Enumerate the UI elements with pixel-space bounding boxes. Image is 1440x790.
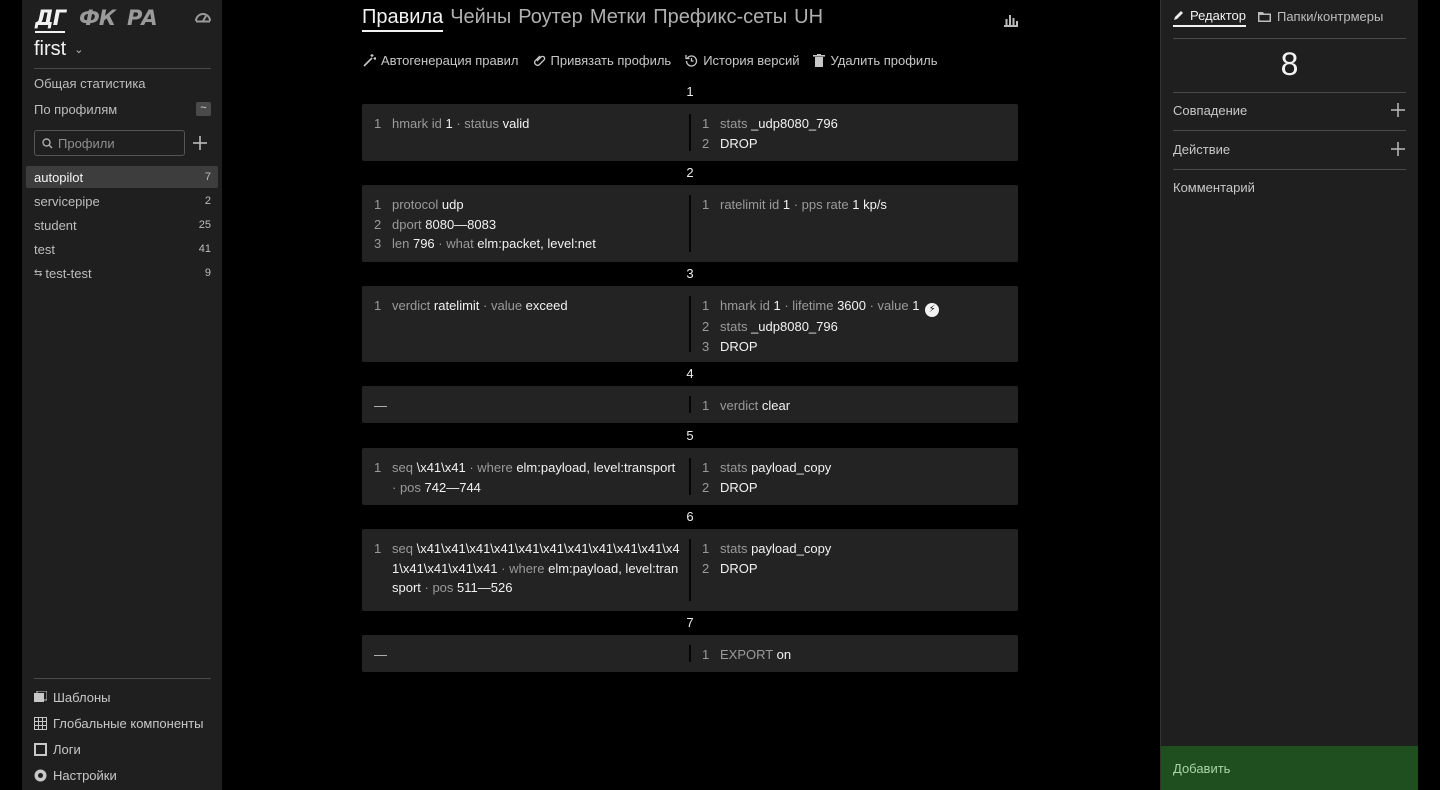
tab-folders[interactable] (1258, 8, 1383, 27)
profile-item-test[interactable] (26, 238, 218, 260)
delete-label: Удалить профиль (830, 53, 938, 68)
wand-icon (363, 54, 376, 67)
editor-tabs (1173, 8, 1383, 27)
profile-item-autopilot[interactable] (26, 166, 218, 188)
logo-ra-tab[interactable]: РА (127, 6, 157, 30)
rule-match-column (374, 296, 680, 316)
line-number: 3 (702, 338, 710, 354)
logs-icon (34, 743, 47, 756)
rule-number-label: 4 (686, 366, 694, 381)
autogen-label: Автогенерация правил (381, 53, 519, 68)
templates-link[interactable] (34, 690, 111, 705)
profile-name: test (34, 241, 55, 257)
project-name: first (34, 38, 67, 60)
rule-number-label: 2 (686, 165, 694, 180)
bar-chart-icon[interactable] (1004, 13, 1018, 27)
sidebar (22, 0, 222, 790)
bind-profile-button[interactable] (533, 53, 672, 68)
by-profiles-toggle[interactable]: ~ (196, 102, 211, 116)
line-text: stats _udp8080_796 (720, 116, 838, 131)
comment-section[interactable] (1173, 180, 1406, 195)
section-tabs (362, 6, 823, 32)
line-text: DROP (720, 479, 758, 495)
search-input[interactable] (58, 136, 178, 151)
templates-icon (34, 691, 47, 704)
settings-label: Настройки (53, 768, 117, 783)
line-number: 3 (374, 236, 382, 251)
rule-card[interactable] (362, 185, 1018, 262)
settings-link[interactable] (34, 768, 117, 783)
link-icon: ⇆ (34, 267, 43, 279)
line-number: 1 (702, 541, 710, 556)
profile-name-wrap (34, 266, 92, 281)
rule-line (374, 114, 680, 134)
tab-uh[interactable]: UH (794, 6, 824, 28)
line-text: stats _udp8080_796 (720, 319, 838, 334)
tab-editor-label: Редактор (1190, 8, 1246, 23)
profile-count: 25 (198, 219, 211, 231)
profile-name: student (34, 217, 77, 233)
rule-card[interactable] (362, 104, 1018, 161)
action-label: Действие (1173, 141, 1231, 157)
rule-action-column (702, 195, 1008, 215)
rule-divider (689, 458, 691, 495)
profile-item-test-test[interactable] (26, 262, 218, 284)
tab-rules[interactable]: Правила (362, 6, 443, 32)
global-components-label: Глобальные компоненты (53, 716, 204, 731)
add-profile-icon[interactable] (191, 134, 209, 152)
profile-item-student[interactable] (26, 214, 218, 236)
line-number: 1 (374, 298, 382, 313)
line-number: 2 (702, 319, 710, 334)
add-match-icon[interactable] (1390, 102, 1406, 118)
profile-name: autopilot (34, 169, 84, 185)
profile-count: 9 (204, 267, 211, 279)
profile-search[interactable] (34, 130, 185, 156)
divider (34, 68, 211, 69)
line-number: 1 (374, 116, 382, 131)
general-stats-link[interactable]: Общая статистика (34, 76, 146, 91)
line-number: 2 (702, 560, 710, 576)
add-action-icon[interactable] (1390, 141, 1406, 157)
rule-card[interactable] (362, 286, 1018, 362)
line-text: EXPORT on (720, 647, 792, 662)
search-icon (42, 138, 53, 149)
rule-line (374, 539, 680, 598)
profile-count: 2 (204, 195, 211, 207)
rule-line (702, 559, 1008, 579)
empty-dash: — (374, 647, 387, 662)
rule-card[interactable] (362, 386, 1018, 423)
rule-divider (689, 539, 691, 601)
line-number: 2 (702, 135, 710, 151)
line-text: seq \x41\x41\x41\x41\x41\x41\x41\x41\x41\x41\x41\x41\x41\x41\x41 · where elm:payload, level:transport · pos 511—526 (392, 541, 680, 595)
rule-divider (689, 396, 691, 413)
line-text: DROP (720, 338, 758, 354)
tab-prefix-sets[interactable]: Префикс-сеты (653, 6, 788, 28)
line-text: DROP (720, 560, 758, 576)
match-section[interactable] (1173, 102, 1406, 118)
rule-action-column (702, 396, 1008, 416)
line-text: hmark id 1 · status valid (392, 116, 530, 131)
project-selector[interactable] (34, 38, 83, 61)
global-components-link[interactable] (34, 716, 204, 731)
rule-card[interactable] (362, 448, 1018, 505)
gear-icon (34, 769, 47, 782)
rule-line (702, 645, 1008, 665)
grid-icon (34, 717, 47, 730)
rule-line (702, 396, 1008, 416)
rule-action-column (702, 539, 1008, 578)
logs-link[interactable] (34, 742, 81, 757)
rule-match-column (374, 645, 680, 665)
line-text: seq \x41\x41 · where elm:payload, level:transport · pos 742—744 (392, 460, 676, 495)
delete-profile-button[interactable] (813, 53, 937, 68)
line-text: DROP (720, 135, 758, 151)
empty-dash: — (374, 398, 387, 413)
rule-line (374, 458, 680, 497)
rule-line (374, 195, 680, 215)
rule-number-label: 7 (686, 615, 694, 630)
profile-count: 7 (204, 171, 211, 183)
profile-count: 41 (198, 243, 211, 255)
autogen-rules-button[interactable] (363, 53, 519, 68)
line-text: hmark id 1 · lifetime 3600 · value 1 ⚡ (720, 296, 1008, 317)
rule-line (702, 337, 1008, 357)
line-number: 1 (702, 647, 710, 662)
line-text: stats payload_copy (720, 541, 832, 556)
line-number: 1 (702, 298, 710, 313)
match-label: Совпадение (1173, 102, 1248, 118)
right-edge (1418, 0, 1440, 790)
line-number: 1 (374, 197, 382, 212)
rule-action-column (702, 114, 1008, 153)
line-number: 1 (374, 460, 382, 475)
rule-line (702, 458, 1008, 478)
add-rule-button[interactable] (1161, 746, 1418, 790)
rule-card[interactable] (362, 635, 1018, 672)
rule-match-column (374, 539, 680, 598)
rules-editor-main (222, 0, 1160, 790)
divider (34, 678, 211, 679)
comment-label: Комментарий (1173, 180, 1255, 195)
by-profiles-link[interactable]: По профилям (34, 102, 118, 117)
rule-divider (689, 296, 691, 352)
rule-line (702, 195, 1008, 215)
line-text: ratelimit id 1 · pps rate 1 kp/s (720, 197, 887, 212)
profile-name: servicepipe (34, 193, 100, 209)
action-section[interactable] (1173, 141, 1406, 157)
line-number: 1 (702, 197, 710, 212)
line-number: 1 (702, 398, 710, 413)
profile-item-servicepipe[interactable] (26, 190, 218, 212)
rule-line (374, 215, 680, 235)
line-text: stats payload_copy (720, 460, 832, 475)
line-number: 1 (702, 460, 710, 475)
line-number: 2 (702, 479, 710, 495)
rule-line (702, 478, 1008, 498)
add-rule-label: Добавить (1173, 760, 1231, 776)
bind-label: Привязать профиль (550, 53, 672, 68)
line-text: verdict clear (720, 398, 791, 413)
rule-line (702, 134, 1008, 154)
history-label: История версий (703, 53, 800, 68)
templates-label: Шаблоны (53, 690, 111, 705)
divider (1173, 130, 1406, 131)
logo-dg-tab[interactable]: ДГ (35, 6, 65, 33)
folder-icon (1258, 11, 1271, 22)
logs-label: Логи (53, 742, 81, 757)
divider (1173, 38, 1406, 39)
tab-editor[interactable] (1173, 8, 1246, 27)
rule-line (374, 234, 680, 254)
history-icon (685, 54, 698, 67)
divider (1173, 169, 1406, 170)
rule-line (702, 317, 1008, 337)
line-number: 1 (374, 541, 382, 556)
line-text: dport 8080—8083 (392, 216, 497, 232)
rule-action-column (702, 296, 1008, 356)
paperclip-icon (533, 54, 546, 67)
rule-number-label: 3 (686, 266, 694, 281)
rule-editor-panel (1160, 0, 1418, 790)
profile-actions (363, 53, 938, 68)
trash-icon (813, 54, 825, 67)
rule-number-label: 6 (686, 509, 694, 524)
line-text: len 796 · what elm:packet, level:net (392, 236, 596, 251)
rule-action-column (702, 645, 1008, 665)
rule-number-label: 1 (686, 84, 694, 99)
logo-fk-tab[interactable]: ФК (79, 6, 115, 30)
line-text: verdict ratelimit · value exceed (392, 298, 568, 313)
tab-labels[interactable]: Метки (589, 6, 647, 28)
rule-line (374, 296, 680, 316)
rule-line (702, 539, 1008, 559)
rule-card[interactable] (362, 529, 1018, 611)
version-history-button[interactable] (685, 53, 799, 68)
tab-router[interactable]: Роутер (518, 6, 583, 28)
rule-match-column (374, 396, 680, 416)
rule-divider (689, 195, 691, 252)
rule-line (702, 296, 1008, 317)
rule-divider (689, 645, 691, 662)
rule-match-column (374, 114, 680, 134)
rule-number-label: 5 (686, 428, 694, 443)
rule-line (702, 114, 1008, 134)
tab-chains[interactable]: Чейны (450, 6, 512, 28)
chevron-down-icon: ⌄ (74, 44, 84, 56)
profile-name: test-test (45, 265, 92, 281)
line-number: 2 (374, 216, 382, 232)
line-number: 1 (702, 116, 710, 131)
tab-folders-label: Папки/контрмеры (1276, 9, 1384, 24)
divider (1173, 92, 1406, 93)
pencil-icon (1173, 10, 1184, 21)
rule-match-column (374, 458, 680, 497)
rule-number: 8 (1280, 46, 1299, 82)
rule-divider (689, 114, 691, 151)
speedometer-icon[interactable] (194, 9, 212, 25)
rule-action-column (702, 458, 1008, 497)
line-text: protocol udp (392, 197, 464, 212)
rule-match-column (374, 195, 680, 254)
